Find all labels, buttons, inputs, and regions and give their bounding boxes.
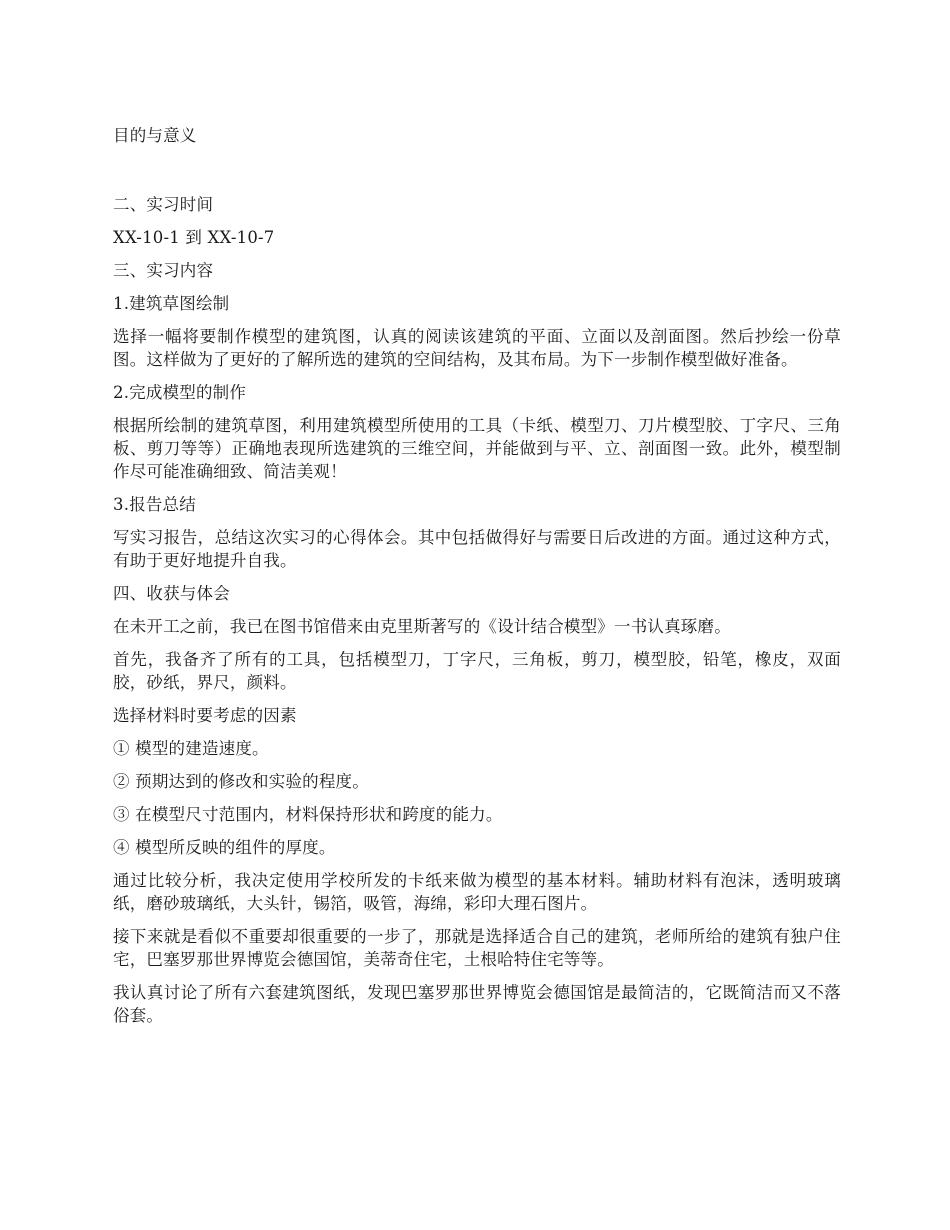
list-item: ① 模型的建造速度。 bbox=[113, 739, 269, 758]
list-item: ② 预期达到的修改和实验的程度。 bbox=[113, 772, 369, 791]
paragraph-library: 在未开工之前，我已在图书馆借来由克里斯著写的《设计结合模型》一书认真琢磨。 bbox=[113, 617, 731, 636]
list-item: ③ 在模型尺寸范围内，材料保持形状和跨度的能力。 bbox=[113, 805, 503, 824]
paragraph-discussion: 我认真讨论了所有六套建筑图纸，发现巴塞罗那世界博览会德国馆是最简洁的，它既简洁而又不落俗套。 bbox=[113, 983, 841, 1025]
date-range: XX-10-1 到 XX-10-7 bbox=[113, 228, 275, 247]
paragraph-report: 写实习报告，总结这次实习的心得体会。其中包括做得好与需要日后改进的方面。通过这种方式，有助于更好地提升自我。 bbox=[113, 528, 841, 570]
paragraph-materials: 通过比较分析，我决定使用学校所发的卡纸来做为模型的基本材料。辅助材料有泡沫，透明玻璃纸，磨砂玻璃纸，大头针，锡箔，吸管，海绵，彩印大理石图片。 bbox=[113, 871, 841, 913]
spacer bbox=[113, 157, 841, 193]
section-heading-time: 二、实习时间 bbox=[113, 195, 214, 214]
list-item: ④ 模型所反映的组件的厚度。 bbox=[113, 838, 336, 857]
paragraph-tools: 首先，我备齐了所有的工具，包括模型刀，丁字尺，三角板，剪刀，模型胶，铅笔，橡皮，双面胶，砂纸，界尺，颜料。 bbox=[113, 650, 841, 692]
section-heading-content: 三、实习内容 bbox=[113, 261, 214, 280]
paragraph-building-choice: 接下来就是看似不重要却很重要的一步了，那就是选择适合自己的建筑，老师所给的建筑有独户住宅，巴塞罗那世界博览会德国馆，美蒂奇住宅，土根哈特住宅等等。 bbox=[113, 927, 841, 969]
paragraph-model: 根据所绘制的建筑草图，利用建筑模型所使用的工具（卡纸、模型刀、刀片模型胶、丁字尺、三角板、剪刀等等）正确地表现所选建筑的三维空间，并能做到与平、立、剖面图一致。此外，模型制作尽可能准确细致、简洁美观！ bbox=[113, 416, 841, 481]
subheading-sketch: 1.建筑草图绘制 bbox=[113, 294, 230, 313]
section-heading-gains: 四、收获与体会 bbox=[113, 584, 230, 603]
document-body bbox=[113, 124, 841, 1037]
subheading-report: 3.报告总结 bbox=[113, 495, 196, 514]
paragraph-material-factors: 选择材料时要考虑的因素 bbox=[113, 706, 297, 725]
paragraph-sketch: 选择一幅将要制作模型的建筑图，认真的阅读该建筑的平面、立面以及剖面图。然后抄绘一份草图。这样做为了更好的了解所选的建筑的空间结构，及其布局。为下一步制作模型做好准备。 bbox=[113, 327, 841, 369]
subheading-model: 2.完成模型的制作 bbox=[113, 383, 247, 402]
heading-purpose: 目的与意义 bbox=[113, 126, 197, 145]
